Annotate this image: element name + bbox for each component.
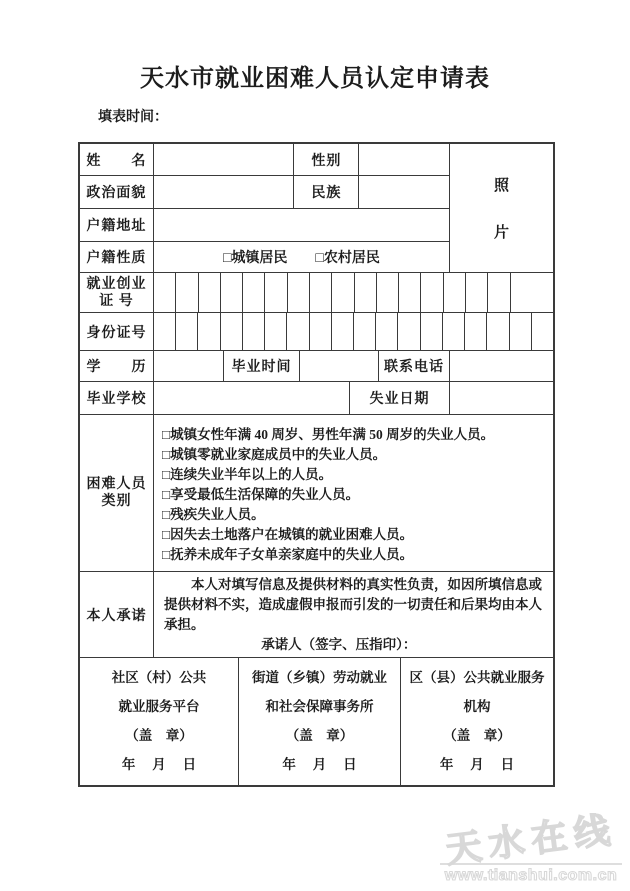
id-digit-cell[interactable]: [265, 313, 287, 350]
cert-digit-cell[interactable]: [377, 273, 399, 312]
id-digit-cell[interactable]: [376, 313, 398, 350]
personal-info-left: [80, 144, 450, 272]
id-digit-cell[interactable]: [532, 313, 553, 350]
stamp-col-street-office: 街道（乡镇）劳动就业 和社会保障事务所 （盖 章） 年 月 日: [239, 658, 401, 785]
id-digit-cell[interactable]: [354, 313, 376, 350]
personal-info-section: [80, 144, 553, 273]
gender-value-cell[interactable]: [359, 144, 449, 175]
name-row: [80, 144, 449, 176]
watermark-divider: [440, 863, 622, 865]
political-status-label: 政治面貌: [80, 176, 154, 208]
cert-digit-cell[interactable]: [199, 273, 221, 312]
id-digit-cell[interactable]: [221, 313, 243, 350]
cert-digit-cell[interactable]: [511, 273, 554, 312]
education-row: [80, 351, 553, 382]
id-digit-cell[interactable]: [176, 313, 198, 350]
unemploy-date-label: 失业日期: [350, 382, 450, 414]
id-digit-cell[interactable]: [310, 313, 332, 350]
fill-time-label: 填表时间：: [98, 110, 168, 125]
cert-digit-cell[interactable]: [221, 273, 243, 312]
cert-digit-cell[interactable]: [288, 273, 310, 312]
hukou-type-label: 户籍性质: [80, 242, 154, 272]
difficulty-option[interactable]: □残疾失业人员。: [162, 506, 265, 522]
cert-digit-cell[interactable]: [399, 273, 421, 312]
employment-cert-grid: [154, 273, 553, 312]
address-row: [80, 209, 449, 242]
id-digit-cell[interactable]: [487, 313, 509, 350]
political-row: [80, 176, 449, 209]
household-address-value-cell[interactable]: [154, 209, 449, 241]
education-label: 学 历: [80, 351, 154, 381]
cert-digit-cell[interactable]: [176, 273, 198, 312]
difficulty-option[interactable]: □因失去土地落户在城镇的就业困难人员。: [162, 526, 414, 542]
photo-label-char1: 照: [493, 178, 509, 194]
id-digit-cell[interactable]: [510, 313, 532, 350]
education-value-cell[interactable]: [154, 351, 224, 381]
cert-digit-cell[interactable]: [154, 273, 176, 312]
difficulty-option[interactable]: □连续失业半年以上的人员。: [162, 466, 333, 482]
hukou-type-row: [80, 242, 449, 272]
cert-digit-cell[interactable]: [421, 273, 443, 312]
ethnicity-value-cell[interactable]: [359, 176, 449, 208]
id-number-label: 身份证号: [80, 313, 154, 350]
name-value-cell[interactable]: [154, 144, 295, 175]
political-status-value-cell[interactable]: [154, 176, 295, 208]
cert-digit-cell[interactable]: [310, 273, 332, 312]
commitment-signer-label[interactable]: 承诺人（签字、压指印）：: [261, 636, 417, 652]
id-digit-cell[interactable]: [287, 313, 309, 350]
cert-digit-cell[interactable]: [355, 273, 377, 312]
difficulty-category-list: [154, 415, 553, 571]
ethnicity-label: 民族: [294, 176, 359, 208]
hukou-type-options[interactable]: □城镇居民 □农村居民: [222, 251, 380, 266]
photo-label-char2: 片: [493, 225, 509, 241]
grad-time-value-cell[interactable]: [300, 351, 379, 381]
gender-label: 性别: [294, 144, 359, 175]
phone-value-cell[interactable]: [450, 351, 553, 381]
cert-digit-cell[interactable]: [332, 273, 354, 312]
application-form-table: [78, 142, 555, 787]
difficulty-option[interactable]: □城镇女性年满 40 周岁、男性年满 50 周岁的失业人员。: [162, 426, 495, 442]
id-digit-cell[interactable]: [398, 313, 420, 350]
photo-box: [450, 144, 553, 272]
id-number-row: [80, 313, 553, 351]
employment-cert-label: 就业创业 证 号: [80, 273, 154, 312]
id-digit-cell[interactable]: [332, 313, 354, 350]
watermark-brand-text: 天水在线: [443, 808, 620, 871]
cert-digit-cell[interactable]: [265, 273, 287, 312]
cert-digit-cell[interactable]: [488, 273, 510, 312]
unemploy-date-value-cell[interactable]: [450, 382, 553, 414]
watermark-url: www.tianshui.com.cn: [444, 867, 618, 884]
commitment-body: 本人对填写信息及提供材料的真实性负责，如因所填信息或提供材料不实，造成虚假申报而引发的一切责任和后果均由本人承担。: [164, 576, 542, 632]
name-label: 姓 名: [80, 144, 154, 175]
id-digit-cell[interactable]: [198, 313, 220, 350]
id-digit-cell[interactable]: [443, 313, 465, 350]
difficulty-option[interactable]: □享受最低生活保障的失业人员。: [162, 486, 360, 502]
difficulty-category-row: [80, 415, 553, 572]
household-address-label: 户籍地址: [80, 209, 154, 241]
school-row: [80, 382, 553, 415]
stamp-col-community: 社区（村）公共 就业服务平台 （盖 章） 年 月 日: [80, 658, 239, 785]
commitment-text-cell: [154, 572, 553, 657]
id-number-grid: [154, 313, 553, 350]
stamp-section: [80, 658, 553, 785]
commitment-label: 本人承诺: [80, 572, 154, 657]
difficulty-category-label: 困难人员 类别: [80, 415, 154, 571]
grad-school-label: 毕业学校: [80, 382, 154, 414]
site-watermark: [436, 808, 626, 885]
cert-digit-cell[interactable]: [444, 273, 466, 312]
difficulty-option[interactable]: □城镇零就业家庭成员中的失业人员。: [162, 446, 387, 462]
cert-digit-cell[interactable]: [466, 273, 488, 312]
commitment-row: [80, 572, 553, 658]
id-digit-cell[interactable]: [154, 313, 176, 350]
id-digit-cell[interactable]: [465, 313, 487, 350]
id-digit-cell[interactable]: [243, 313, 265, 350]
grad-time-label: 毕业时间: [224, 351, 300, 381]
employment-cert-row: [80, 273, 553, 313]
phone-label: 联系电话: [379, 351, 450, 381]
stamp-col-district-agency: 区（县）公共就业服务 机构 （盖 章） 年 月 日: [409, 670, 545, 772]
difficulty-option[interactable]: □抚养未成年子女单亲家庭中的失业人员。: [162, 546, 414, 562]
grad-school-value-cell[interactable]: [154, 382, 350, 414]
page-title: 天水市就业困难人员认定申请表: [140, 66, 490, 92]
cert-digit-cell[interactable]: [243, 273, 265, 312]
id-digit-cell[interactable]: [421, 313, 443, 350]
